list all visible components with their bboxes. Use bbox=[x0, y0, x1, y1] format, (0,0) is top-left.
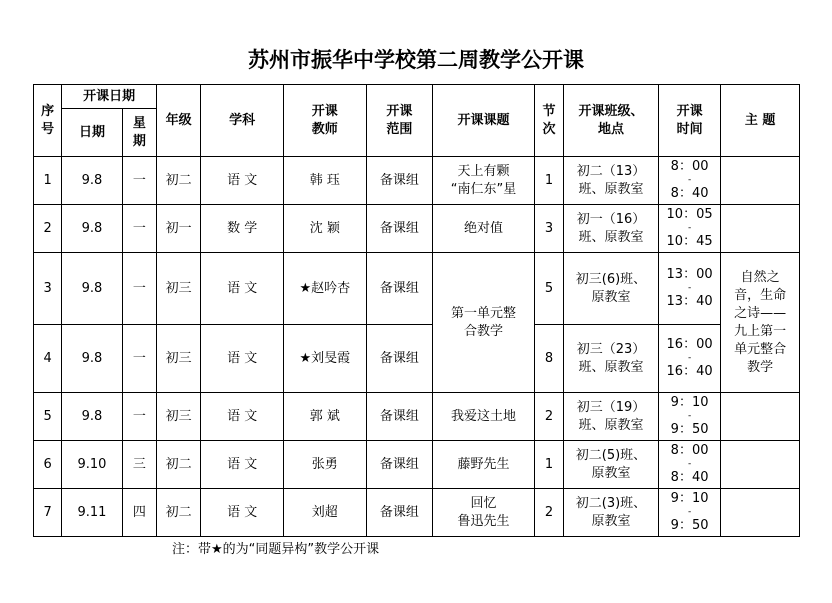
cell-time: 8：00 - 8：40 bbox=[658, 441, 720, 489]
cell-subject: 数 学 bbox=[201, 205, 284, 253]
cell-theme-merged: 自然之 音，生命 之诗—— 九上第一 单元整合 教学 bbox=[721, 253, 800, 393]
cell-grade: 初二 bbox=[156, 489, 200, 537]
header-theme: 主 题 bbox=[721, 85, 800, 157]
cell-class-place: 初二(5)班、 原教室 bbox=[564, 441, 659, 489]
table-row bbox=[34, 325, 800, 393]
cell-seq: 7 bbox=[34, 489, 62, 537]
cell-date: 9.11 bbox=[62, 489, 122, 537]
cell-period: 5 bbox=[534, 253, 563, 325]
cell-scope: 备课组 bbox=[366, 489, 433, 537]
cell-scope: 备课组 bbox=[366, 325, 433, 393]
cell-grade: 初三 bbox=[156, 325, 200, 393]
cell-subject: 语 文 bbox=[201, 441, 284, 489]
page-title: 苏州市振华中学校第二周教学公开课 bbox=[248, 48, 584, 72]
cell-grade: 初三 bbox=[156, 253, 200, 325]
cell-theme bbox=[721, 157, 800, 205]
cell-weekday: 一 bbox=[122, 205, 156, 253]
cell-time: 10：05 - 10：45 bbox=[658, 205, 720, 253]
cell-weekday: 一 bbox=[122, 157, 156, 205]
cell-scope: 备课组 bbox=[366, 157, 433, 205]
cell-topic: 我爱这土地 bbox=[433, 393, 535, 441]
cell-date: 9.8 bbox=[62, 157, 122, 205]
cell-teacher: ★赵吟杏 bbox=[283, 253, 366, 325]
cell-subject: 语 文 bbox=[201, 157, 284, 205]
cell-weekday: 一 bbox=[122, 253, 156, 325]
header-time: 开课 时间 bbox=[658, 85, 720, 157]
cell-subject: 语 文 bbox=[201, 253, 284, 325]
cell-teacher: 沈 颖 bbox=[283, 205, 366, 253]
cell-subject: 语 文 bbox=[201, 489, 284, 537]
cell-time: 13：00 - 13：40 bbox=[658, 253, 720, 325]
cell-period: 1 bbox=[534, 441, 563, 489]
table-row bbox=[34, 441, 800, 489]
cell-time: 9：10 - 9：50 bbox=[658, 489, 720, 537]
table-row bbox=[34, 205, 800, 253]
cell-scope: 备课组 bbox=[366, 205, 433, 253]
cell-grade: 初一 bbox=[156, 205, 200, 253]
table-row bbox=[34, 253, 800, 325]
header-period: 节 次 bbox=[534, 85, 563, 157]
cell-theme bbox=[721, 205, 800, 253]
cell-topic-merged: 第一单元整 合教学 bbox=[433, 253, 535, 393]
header-date-group: 开课日期 bbox=[62, 85, 157, 109]
cell-teacher: 张勇 bbox=[283, 441, 366, 489]
cell-scope: 备课组 bbox=[366, 393, 433, 441]
header-scope: 开课 范围 bbox=[366, 85, 433, 157]
cell-time: 9：10 - 9：50 bbox=[658, 393, 720, 441]
cell-time: 8：00 - 8：40 bbox=[658, 157, 720, 205]
header-grade: 年级 bbox=[156, 85, 200, 157]
cell-class-place: 初三（23） 班、原教室 bbox=[564, 325, 659, 393]
cell-topic: 天上有颗 “南仁东”星 bbox=[433, 157, 535, 205]
cell-weekday: 一 bbox=[122, 325, 156, 393]
cell-subject: 语 文 bbox=[201, 393, 284, 441]
cell-period: 3 bbox=[534, 205, 563, 253]
cell-date: 9.8 bbox=[62, 393, 122, 441]
cell-teacher: ★刘旻霞 bbox=[283, 325, 366, 393]
cell-scope: 备课组 bbox=[366, 253, 433, 325]
cell-time: 16：00 - 16：40 bbox=[658, 325, 720, 393]
cell-topic: 藤野先生 bbox=[433, 441, 535, 489]
cell-class-place: 初三(6)班、 原教室 bbox=[564, 253, 659, 325]
cell-seq: 2 bbox=[34, 205, 62, 253]
cell-theme bbox=[721, 441, 800, 489]
schedule-table bbox=[33, 84, 800, 537]
cell-subject: 语 文 bbox=[201, 325, 284, 393]
footnote: 注：带★的为“同题异构”教学公开课 bbox=[172, 542, 380, 557]
cell-seq: 5 bbox=[34, 393, 62, 441]
cell-date: 9.8 bbox=[62, 205, 122, 253]
cell-class-place: 初一（16） 班、原教室 bbox=[564, 205, 659, 253]
cell-teacher: 韩 珏 bbox=[283, 157, 366, 205]
cell-scope: 备课组 bbox=[366, 441, 433, 489]
cell-class-place: 初二(3)班、 原教室 bbox=[564, 489, 659, 537]
cell-date: 9.10 bbox=[62, 441, 122, 489]
cell-date: 9.8 bbox=[62, 325, 122, 393]
cell-weekday: 三 bbox=[122, 441, 156, 489]
cell-weekday: 四 bbox=[122, 489, 156, 537]
header-seq: 序 号 bbox=[34, 85, 62, 157]
cell-weekday: 一 bbox=[122, 393, 156, 441]
cell-grade: 初二 bbox=[156, 441, 200, 489]
cell-class-place: 初三（19） 班、原教室 bbox=[564, 393, 659, 441]
table-row bbox=[34, 157, 800, 205]
table-row bbox=[34, 489, 800, 537]
header-row-1 bbox=[34, 85, 800, 109]
cell-grade: 初三 bbox=[156, 393, 200, 441]
cell-theme bbox=[721, 489, 800, 537]
header-teacher: 开课 教师 bbox=[283, 85, 366, 157]
cell-period: 1 bbox=[534, 157, 563, 205]
cell-period: 2 bbox=[534, 393, 563, 441]
cell-seq: 1 bbox=[34, 157, 62, 205]
cell-seq: 4 bbox=[34, 325, 62, 393]
cell-theme bbox=[721, 393, 800, 441]
cell-grade: 初二 bbox=[156, 157, 200, 205]
cell-teacher: 郭 斌 bbox=[283, 393, 366, 441]
cell-teacher: 刘超 bbox=[283, 489, 366, 537]
header-date: 日期 bbox=[62, 109, 122, 157]
header-weekday: 星 期 bbox=[122, 109, 156, 157]
cell-topic: 绝对值 bbox=[433, 205, 535, 253]
header-subject: 学科 bbox=[201, 85, 284, 157]
cell-topic: 回忆 鲁迅先生 bbox=[433, 489, 535, 537]
cell-class-place: 初二（13） 班、原教室 bbox=[564, 157, 659, 205]
cell-date: 9.8 bbox=[62, 253, 122, 325]
cell-period: 2 bbox=[534, 489, 563, 537]
header-class-place: 开课班级、 地点 bbox=[564, 85, 659, 157]
cell-seq: 6 bbox=[34, 441, 62, 489]
cell-seq: 3 bbox=[34, 253, 62, 325]
table-row bbox=[34, 393, 800, 441]
cell-period: 8 bbox=[534, 325, 563, 393]
header-topic: 开课课题 bbox=[433, 85, 535, 157]
